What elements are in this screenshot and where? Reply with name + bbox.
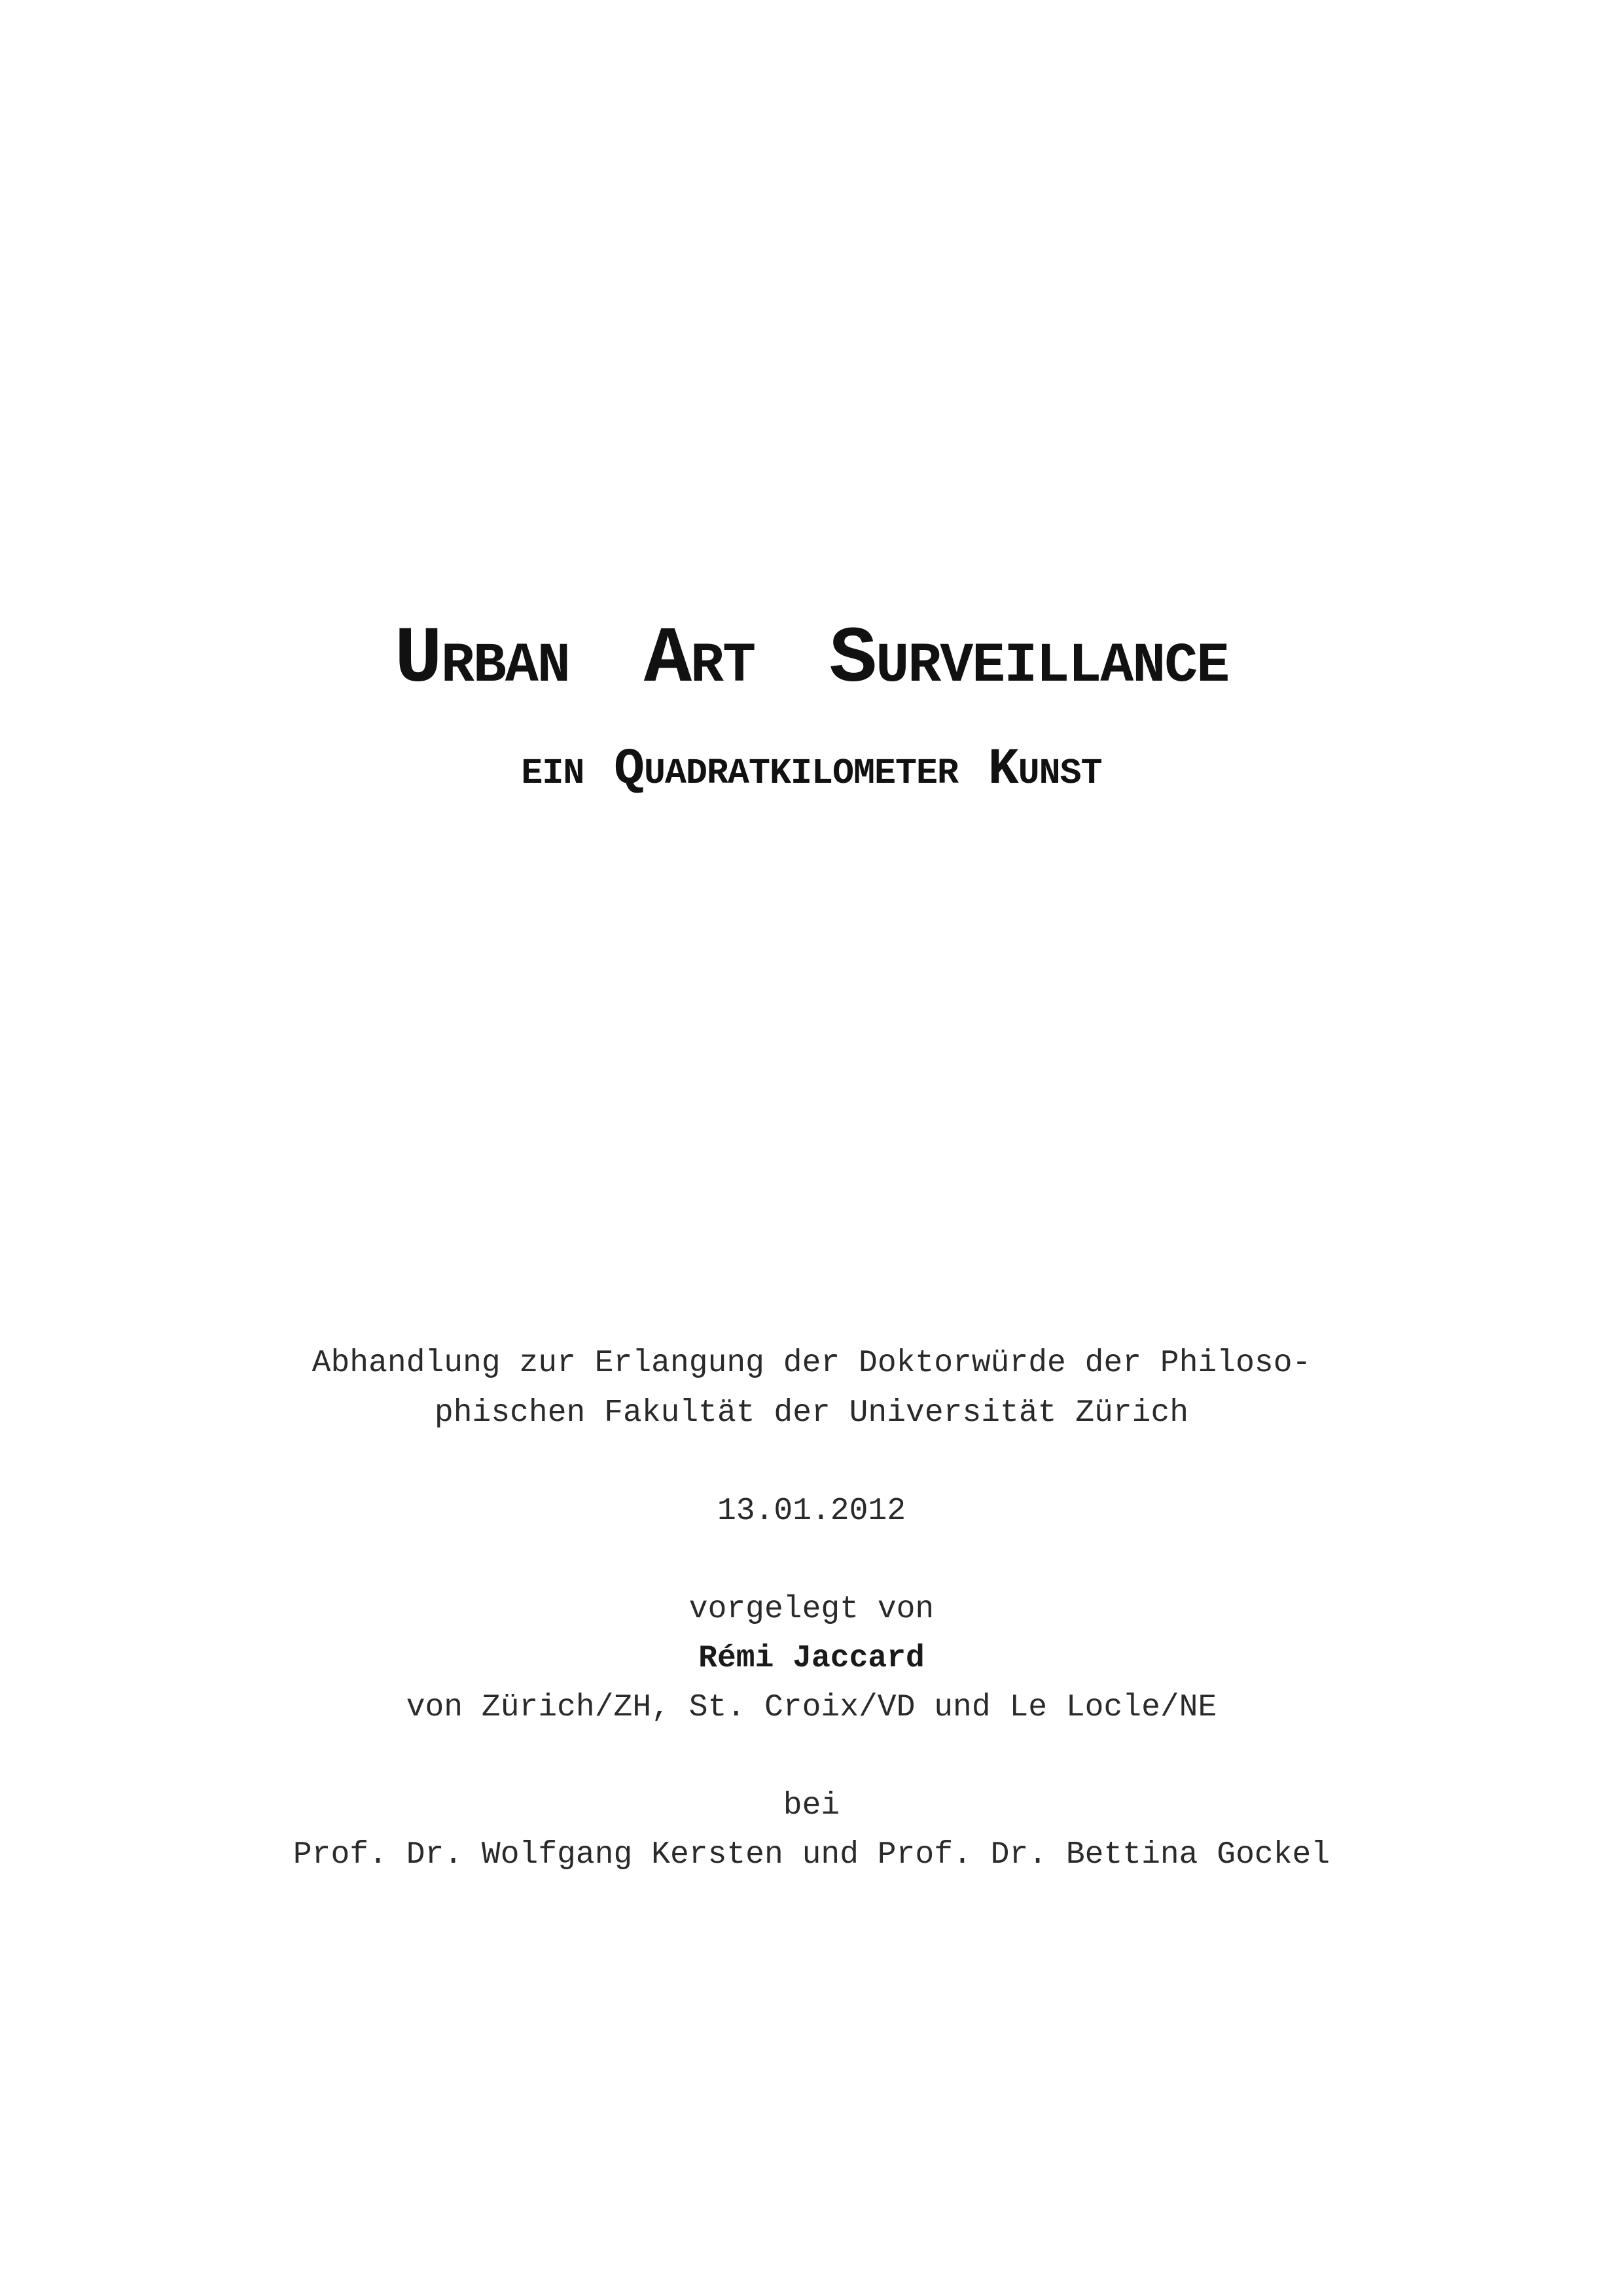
- document-subtitle: ein Quadratkilometer Kunst: [521, 741, 1102, 798]
- supervisors-label: bei: [783, 1788, 840, 1823]
- thesis-statement-line-2: phischen Fakultät der Universität Zürich: [434, 1395, 1189, 1431]
- presented-by-label: vorgelegt von: [688, 1592, 935, 1627]
- author-origin: von Zürich/ZH, St. Croix/VD und Le Locle/NE: [406, 1690, 1217, 1725]
- submission-date: 13.01.2012: [717, 1494, 906, 1529]
- document-title: Urban Art Surveillance: [394, 614, 1229, 705]
- author-name: Rémi Jaccard: [698, 1641, 925, 1676]
- supervisors: Prof. Dr. Wolfgang Kersten und Prof. Dr. Bettina Gockel: [293, 1837, 1330, 1873]
- thesis-statement-line-1: Abhandlung zur Erlangung der Doktorwürde der Philoso-: [312, 1346, 1311, 1381]
